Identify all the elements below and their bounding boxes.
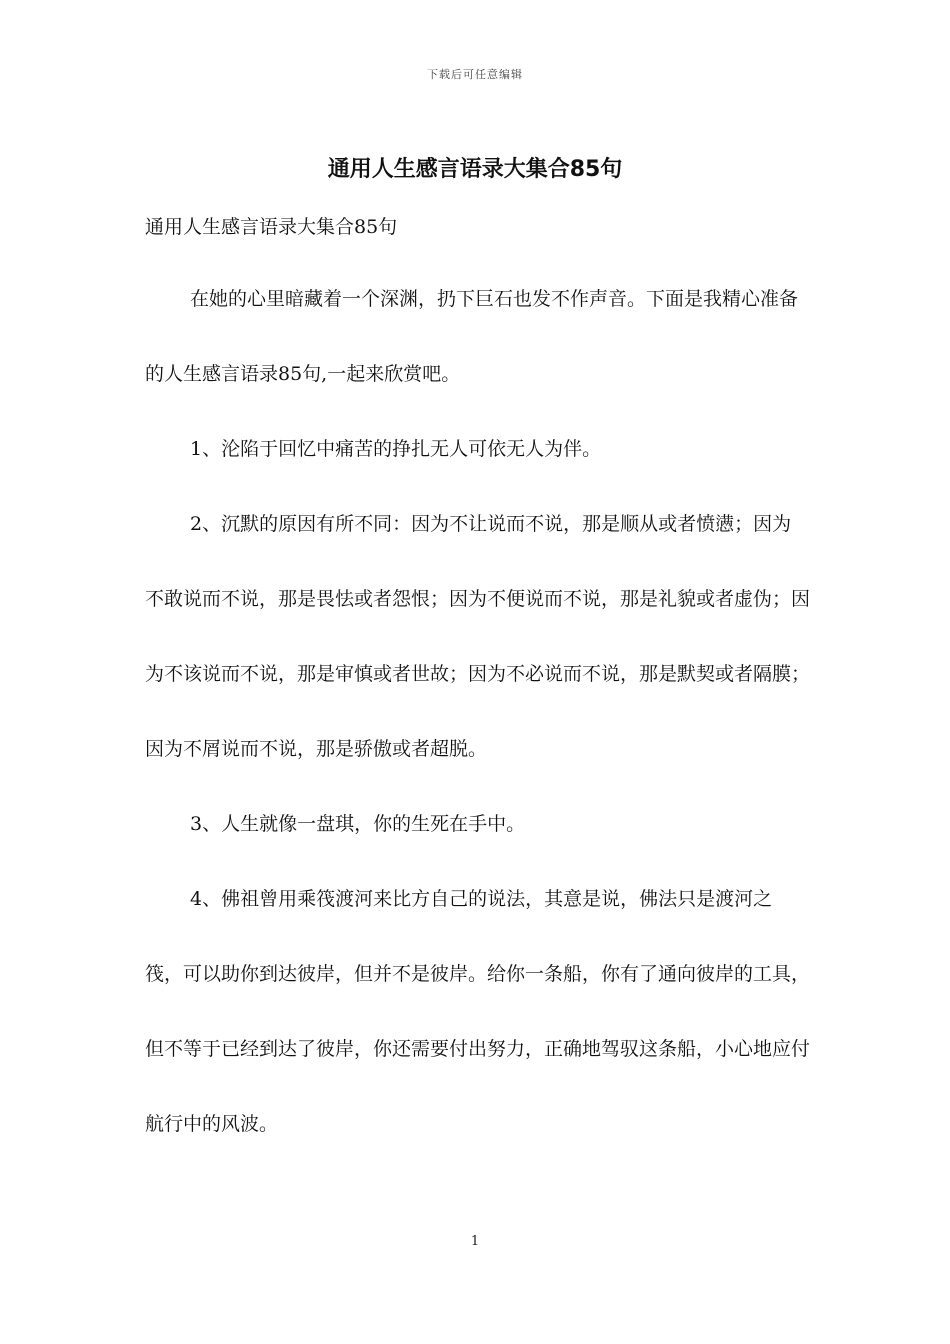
page-header-note: 下载后可任意编辑 bbox=[427, 68, 523, 81]
paragraph-intro: 在她的心里暗藏着一个深渊，扔下巨石也发不作声音。下面是我精心准备的人生感言语录85句,一起来欣赏吧。 bbox=[145, 288, 799, 385]
paragraph-quote-4: 4、佛祖曾用乘筏渡河来比方自己的说法，其意是说，佛法只是渡河之筏，可以助你到达彼岸，但并不是彼岸。给你一条船，你有了通向彼岸的工具，但不等于已经到达了彼岸，你还需要付出努力，正确地驾驭这条船，小心地应付航行中的风波。 bbox=[145, 888, 811, 1135]
paragraph-quote-1: 1、沦陷于回忆中痛苦的挣扎无人可依无人为伴。 bbox=[190, 438, 602, 460]
paragraph-quote-2: 2、沉默的原因有所不同：因为不让说而不说，那是顺从或者愤懑；因为不敢说而不说，那是畏怯或者怨恨；因为不便说而不说，那是礼貌或者虚伪；因为不该说而不说，那是审慎或者世故；因为不必说而不说，那是默契或者隔膜；因为不屑说而不说，那是骄傲或者超脱。 bbox=[145, 513, 811, 760]
document-subtitle: 通用人生感言语录大集合85句 bbox=[145, 216, 398, 238]
page-number: 1 bbox=[470, 1234, 480, 1249]
paragraph-quote-3: 3、人生就像一盘琪，你的生死在手中。 bbox=[190, 813, 526, 835]
document-title: 通用人生感言语录大集合85句 bbox=[327, 157, 623, 182]
document-body bbox=[145, 262, 810, 1162]
